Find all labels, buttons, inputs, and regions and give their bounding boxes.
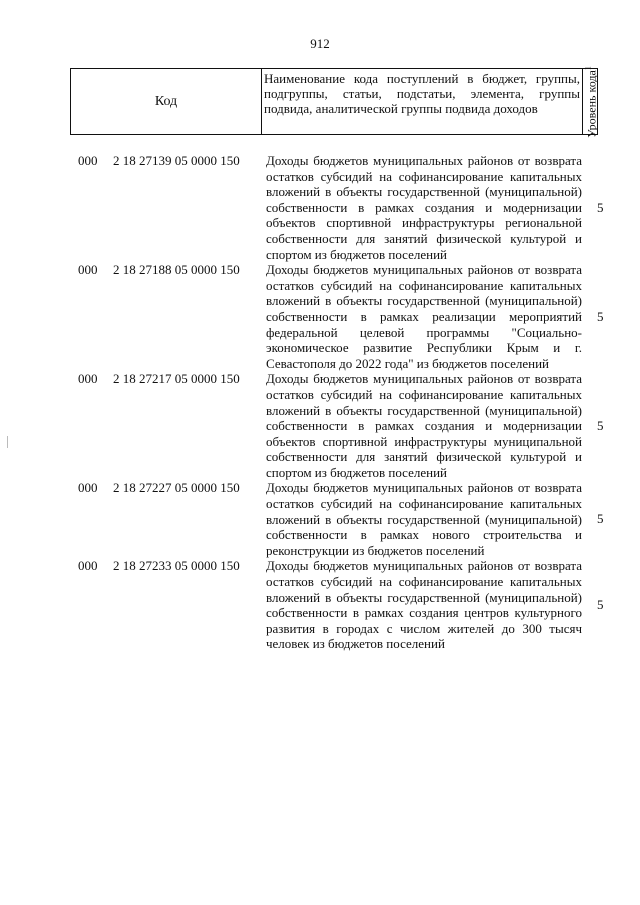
header-name: Наименование кода поступлений в бюджет, группы, подгруппы, статьи, подстатьи, элемента, группы подвида, аналитической группы подвида доходов: [262, 69, 583, 135]
row-description: Доходы бюджетов муниципальных районов от возврата остатков субсидий на софинансирование капитальных вложений в объекты государственной (муниципальной) собственности в рамках реализации мероприятий федеральной целевой программы "Социально-экономическое развитие Республики Крым и г. Севастополя до 2022 года" из бюджетов поселений: [266, 262, 582, 371]
header-kod: Код: [71, 69, 262, 135]
row-code: 2 18 27233 05 0000 150: [113, 558, 240, 574]
row-level: 5: [597, 199, 604, 215]
row-level: 5: [597, 417, 604, 433]
table-row: [0, 558, 640, 652]
row-description: Доходы бюджетов муниципальных районов от возврата остатков субсидий на софинансирование капитальных вложений в объекты государственной (муниципальной) собственности в рамках нового строительства и реконструкции из бюджетов поселений: [266, 480, 582, 558]
table-row: [0, 262, 640, 371]
scan-margin-mark: [7, 436, 8, 448]
header-table: [70, 65, 599, 138]
table-row: [0, 480, 640, 558]
header-level-footnote: 1: [583, 65, 593, 70]
row-level: 5: [597, 511, 604, 527]
row-description: Доходы бюджетов муниципальных районов от возврата остатков субсидий на софинансирование капитальных вложений в объекты государственной (муниципальной) собственности в рамках создания и модернизации объектов спортивной инфраструктуры муниципальной собственности для занятий физической культурой и спортом из бюджетов поселений: [266, 371, 582, 480]
row-description: Доходы бюджетов муниципальных районов от возврата остатков субсидий на софинансирование капитальных вложений в объекты государственной (муниципальной) собственности в рамках создания центров культурного развития в городах с числом жителей до 300 тысяч человек из бюджетов поселений: [266, 558, 582, 652]
table-row: [0, 153, 640, 262]
row-level: 5: [597, 597, 604, 613]
row-code-prefix: 000: [78, 371, 98, 387]
row-description: Доходы бюджетов муниципальных районов от возврата остатков субсидий на софинансирование капитальных вложений в объекты государственной (муниципальной) собственности в рамках создания и модернизации объектов спортивной инфраструктуры региональной собственности для занятий физической культурой и спортом из бюджетов поселений: [266, 153, 582, 262]
row-level: 5: [597, 308, 604, 324]
row-code: 2 18 27217 05 0000 150: [113, 371, 240, 387]
row-code-prefix: 000: [78, 262, 98, 278]
row-code: 2 18 27188 05 0000 150: [113, 262, 240, 278]
header-level-label: Уровень кода: [584, 69, 599, 138]
row-code-prefix: 000: [78, 558, 98, 574]
header-level-text: [582, 66, 599, 138]
row-code-prefix: 000: [78, 480, 98, 496]
row-code: 2 18 27227 05 0000 150: [113, 480, 240, 496]
header-level: [583, 65, 599, 138]
row-code: 2 18 27139 05 0000 150: [113, 153, 240, 168]
income-code-list: [0, 153, 640, 652]
table-row: [0, 371, 640, 480]
row-code-prefix: 000: [78, 153, 98, 168]
page-number: 912: [310, 36, 330, 51]
